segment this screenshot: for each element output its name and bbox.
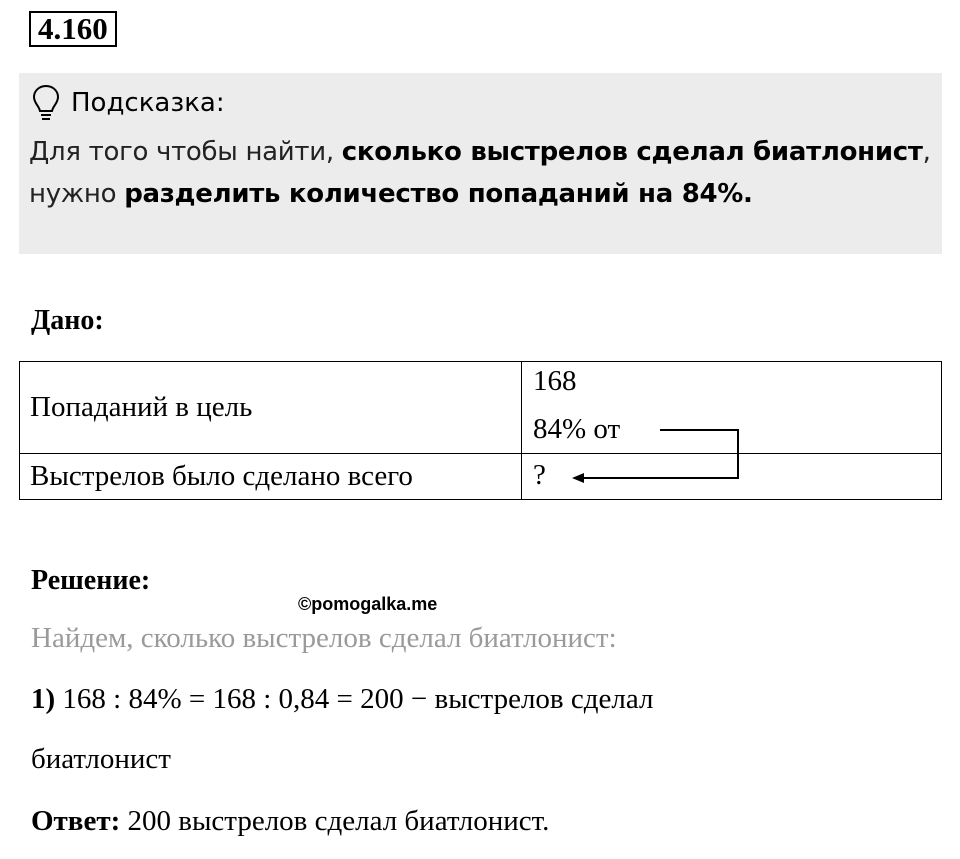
hint-bold-part: разделить количество попаданий на 84%. (124, 179, 753, 209)
table-row (20, 454, 942, 500)
hint-text-part: Для того чтобы найти, (29, 137, 342, 167)
answer-line (31, 805, 549, 838)
hint-header (31, 83, 225, 123)
hint-box (19, 73, 942, 254)
answer-label: Ответ: (31, 805, 121, 837)
watermark: ©pomogalka.me (298, 594, 438, 614)
unknown-value: ? (533, 459, 546, 491)
row-label: Попаданий в цель (20, 362, 522, 454)
hint-bold-part: сколько выстрелов сделал биатлонист (341, 137, 923, 167)
step-text: 168 : 84% = 168 : 0,84 = 200 − выстрелов сделал (55, 683, 654, 715)
percent-value: 84% от (533, 413, 621, 445)
table-row (20, 362, 942, 454)
solution-heading: Решение: (31, 565, 151, 596)
problem-number: 4.160 (29, 11, 117, 47)
hits-value: 168 (533, 365, 577, 397)
hint-title: Подсказка: (71, 88, 225, 118)
hint-text-part: , (922, 137, 931, 167)
given-heading: Дано: (31, 305, 104, 336)
solution-step (31, 683, 653, 716)
row-label: Выстрелов было сделано всего (20, 454, 522, 500)
given-table (19, 361, 942, 500)
lightbulb-icon (31, 84, 61, 122)
solution-intro: Найдем, сколько выстрелов сделал биатлонист: (31, 622, 617, 654)
solution-step-continuation: биатлонист (31, 743, 171, 775)
relation-arrow (560, 420, 760, 490)
step-number: 1) (31, 683, 56, 715)
hint-text-part: нужно (29, 179, 125, 209)
answer-text: 200 выстрелов сделал биатлонист. (120, 805, 550, 837)
hint-text (29, 131, 934, 215)
